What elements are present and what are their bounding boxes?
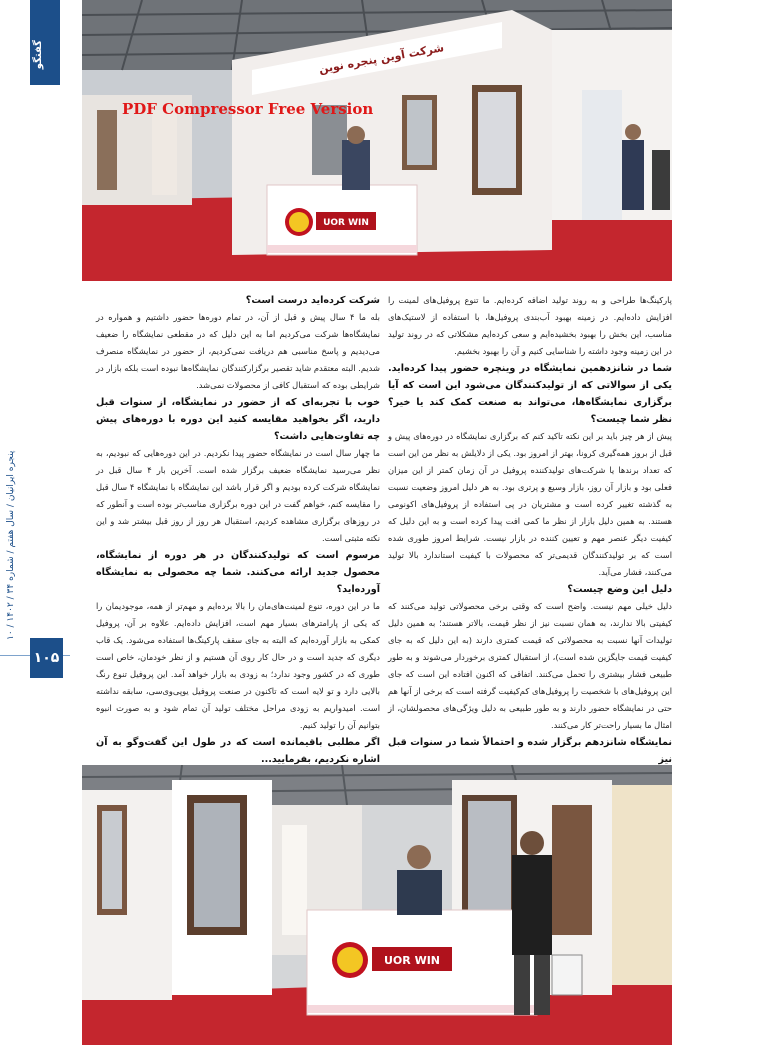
journal-info: پنجره ایرانیان / سال هفتم / شماره ۳۴ / ۱۴۰۲ / ۱۰	[6, 450, 16, 640]
interview-question: شرکت کرده‌اید درست است؟	[245, 295, 380, 306]
page-number: ۱۰۵	[30, 638, 63, 678]
paragraph: دلیل خیلی مهم نیست. واضح است که وقتی برخی محصولاتی تولید می‌کنند که کیفیتی بالا ندارند، به همان نسبت نیز از نظر قیمت، بالاتر هستند؛ به همین دلیل تولیدات آنها نسبت به محصولاتی که قیمت کمتری دارند (به این دلیل که به جای کیفیت قیمت جایگزین شده است)، از استقبال کمتری برخوردار می‌شوند و به طور طبیعی فشار بیشتری را تحمل می‌کنند. اتفاقی که اکنون افتاده این است که جای این پروفیل‌های با شخصیت را پروفیل‌های کم‌کیفیت گرفته است که برخی از آنها هم حتی در نمایشگاه حضور دارند و به طور طبیعی به دلیل ویژگی‌های محصولشان، از امثال ما بسیار راحت‌تر کار می‌کنند.	[388, 601, 672, 730]
interview-question: مرسوم است که تولیدکنندگان در هر دوره از نمایشگاه، محصول جدید ارائه می‌کنند. شما چه محصولی به نمایشگاه آورده‌اید؟	[96, 550, 380, 595]
interview-question: خوب با تجربه‌ای که از حضور در نمایشگاه، از سنوات قبل دارید، اگر بخواهید مقایسه کنید این دوره با دوره‌های پیش چه تفاوت‌هایی داشت؟	[96, 397, 380, 442]
booth-logo-text: UOR WIN	[383, 954, 441, 967]
interview-question: نمایشگاه شانزدهم برگزار شده و احتمالاً شما در سنوات قبل نیز	[388, 737, 672, 765]
watermark: PDF Compressor Free Version	[122, 100, 374, 118]
booth-logo-text: UOR WIN	[323, 218, 369, 228]
interview-question: اگر مطلبی باقیمانده است که در طول این گفت‌وگو به آن اشاره نکردیم، بفرمایید...	[96, 737, 380, 765]
paragraph: ما چهار سال است در نمایشگاه حضور پیدا نکردیم. در این دوره‌هایی که نبودیم، به نظر می‌رسید نمایشگاه ضعیف برگزار شده است. آخرین بار ۴ سال قبل در نمایشگاه شرکت کرده بودیم و اگر قرار باشد این نمایشگاه با نمایشگاه ۴ سال قبل را مقایسه کنم، خواهم گفت در این دوره برگزاری مناسب‌تر بوده است و آنطور که در روزهای برگزاری مشاهده کردیم، استقبال هر روز از روز قبل بیشتر شد و این نکته مثبتی است.	[96, 448, 381, 543]
paragraph: پیش از هر چیز باید بر این نکته تاکید کنم که برگزاری نمایشگاه در دوره‌های پیش و قبل از بروز همه‌گیری کرونا، بهتر از امروز بود. یکی از دلایلش به نظر من این است که تعداد برندها یا شرکت‌های تولیدکننده پروفیل در آن زمان کمتر از این میزان فعلی بود و بازار آن روز، بازار وسیع و پرتری بود. به هر دلیل امروز وضعیت نسبت به گذشته تغییر کرده است و مشتریان در پی استفاده از پروفیل‌های اکونومی هستند. به همین دلیل بازار از نظر ما کمی افت پیدا کرده است و به این دلیل که کیفیت دیگر عنصر مهم و تعیین کننده در بازار نیست. شرایط امروز طوری شده است که بر تولیدکنندگان قدیمی‌تر که محصولات با کیفیت استاندارد بالا تولید می‌کنند، فشار می‌آید.	[388, 431, 672, 577]
exhibition-booth-photo-bottom	[82, 765, 672, 1045]
section-tab	[30, 0, 60, 85]
interview-question: دلیل این وضع چیست؟	[567, 584, 672, 595]
article-column-right	[388, 292, 672, 768]
exhibition-booth-photo-top	[82, 0, 672, 281]
interview-question: شما در شانزدهمین نمایشگاه در وینچره حضور پیدا کرده‌اید. یکی از سوالاتی که از تولیدکنندگان می‌شود این است که آیا برگزاری نمایشگاه‌ها، می‌تواند به صنعت کمک کند یا خیر؟ نظر شما چیست؟	[388, 363, 672, 425]
paragraph: پارکینگ‌ها طراحی و به روند تولید اضافه کرده‌ایم. ما تنوع پروفیل‌های لمینت را افزایش داده‌ایم. در زمینه بهبود آب‌بندی پروفیل‌ها، با استفاده از لاستیک‌های مناسب، این بخش را بهبود بخشیده‌ایم و سعی کرده‌ایم مشکلاتی که در روند تولید در این زمینه وجود داشته را شناسایی کنیم و آن را بهبود بخشیم.	[388, 295, 672, 356]
paragraph: بله ما ۴ سال پیش و قبل از آن، در تمام دوره‌ها حضور داشتیم و همواره در نمایشگاه‌ها شرکت می‌کردیم اما به این دلیل که در مقطعی نمایشگاه را ضعیف می‌دیدیم و پاسخ مناسبی هم دریافت نمی‌کردیم، از حضور در نمایشگاه منصرف شدیم. البته معتقدم شاید تقصیر برگزارکنندگان نمایشگاه‌ها نبوده است بلکه بازار در شرایطی بوده که استقبال کافی از محصولات نمی‌شد.	[96, 312, 380, 390]
paragraph: ما در این دوره، تنوع لمینت‌های‌مان را بالا برده‌ایم و مهم‌تر از همه، موجودیمان را که یکی از پارامترهای بسیار مهم است، افزایش داده‌ایم. علاوه بر آن، پروفیل کمکی به بازار آورده‌ایم که البته به جای سقف پارکینگ‌ها استفاده می‌شود. یک قاب دیگری که جدید است و در حال کار روی آن هستیم و از نظر خودمان، خاص است طوری که در کشور وجود ندارد؛ به زودی به بازار خواهد آمد. این پروفیل تنوع رنگ بالایی دارد و تو لایه است که تاکنون در صنعت پروفیل یوپی‌وی‌سی، سابقه نداشته است. امیدواریم به زودی مراحل مختلف تولید آن تمام شود و به صورت انبوه بتوانیم آن را تولید کنیم.	[96, 601, 380, 730]
article-column-left	[96, 292, 380, 785]
section-tab-label: گفتگو	[33, 40, 44, 70]
booth-sign: شرکت آوین پنجره نوین	[317, 41, 445, 76]
